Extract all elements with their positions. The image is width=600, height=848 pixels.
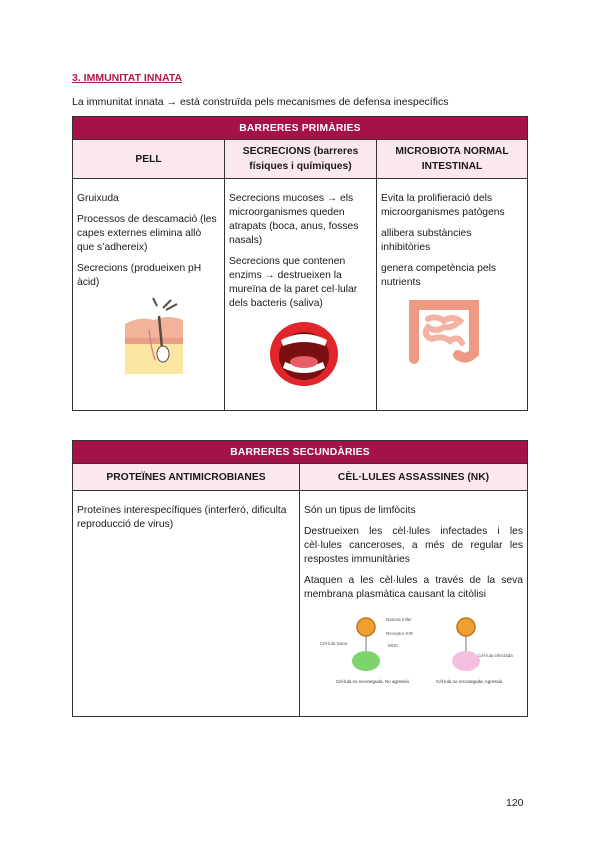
- diagram-label-mhc: MHC: [388, 643, 399, 648]
- nk-cell: [300, 491, 528, 717]
- secrecions-item: Secrecions que contenen enzims → destrueixen la mureïna de la paret cel·lular dels bacteris (saliva): [229, 256, 358, 309]
- col-pell: PELL: [73, 140, 225, 179]
- pell-item: Gruixuda: [77, 193, 119, 204]
- pell-item: Secrecions (produeixen pH àcid): [77, 263, 202, 288]
- pell-item: Processos de descamació (les capes externes elimina allò que s’adhereix): [77, 214, 217, 253]
- microbiota-item: allibera substàncies inhibitòries: [381, 228, 472, 253]
- col-microbiota: MICROBIOTA NORMAL INTESTINAL: [377, 140, 528, 179]
- pell-cell: [73, 179, 225, 411]
- diagram-label-receptor: Receptor KIR: [386, 631, 414, 636]
- secondary-barriers-table: [72, 440, 528, 717]
- diagram-caption-left: Cèl·lula no reconeguda, No agressió: [336, 679, 410, 684]
- intro-text: La immunitat innata → està construïda pels mecanismes de defensa inespecífics: [72, 96, 449, 108]
- nk-item: Destrueixen les cèl·lules infectades i les cèl·lules canceroses, a més de regular les respostes immunitàries: [304, 526, 524, 565]
- secrecions-item: Secrecions mucoses → els microorganismes queden atrapats (boca, anus, fosses nasals): [229, 193, 359, 246]
- microbiota-item: genera competència pels nutrients: [381, 263, 497, 288]
- mouth-illustration: [267, 318, 341, 390]
- secrecions-cell: [225, 179, 377, 411]
- nk-cell-diagram: [316, 609, 513, 693]
- skin-illustration: [119, 298, 191, 378]
- col-secrecions: SECRECIONS (barreres físiques i químiques): [225, 140, 377, 179]
- diagram-label-cell-left: Cèl·lula Sana: [320, 641, 348, 646]
- secondary-band: BARRERES SECUNDÀRIES: [73, 441, 528, 464]
- diagram-label-cell-right: Cèl·lula infectada: [478, 653, 513, 658]
- microbiota-item: Evita la prolifieració dels microorganismes patògens: [381, 193, 505, 218]
- nk-item: Ataquen a les cèl·lules a través de la seva membrana plasmàtica causant la citòlisi: [304, 575, 524, 600]
- col-nk: CÈL·LULES ASSASSINES (NK): [300, 464, 528, 491]
- proteines-item: Proteïnes interespecífiques (interferó, dificulta reproducció de virus): [77, 505, 287, 530]
- primary-barriers-table: [72, 116, 528, 411]
- microbiota-cell: [377, 179, 528, 411]
- proteines-cell: [73, 491, 300, 717]
- diagram-label-nk: Natural Killer: [386, 617, 412, 622]
- page-number: 120: [506, 797, 524, 809]
- diagram-caption-right: Cèl·lula no reconeguda, Agressió: [436, 679, 503, 684]
- section-title: 3. IMMUNITAT INNATA: [72, 72, 183, 84]
- col-proteines: PROTEÏNES ANTIMICROBIANES: [73, 464, 300, 491]
- intestine-illustration: [406, 297, 482, 363]
- nk-item: Són un tipus de limfòcits: [304, 505, 416, 516]
- primary-band: BARRERES PRIMÀRIES: [73, 117, 528, 140]
